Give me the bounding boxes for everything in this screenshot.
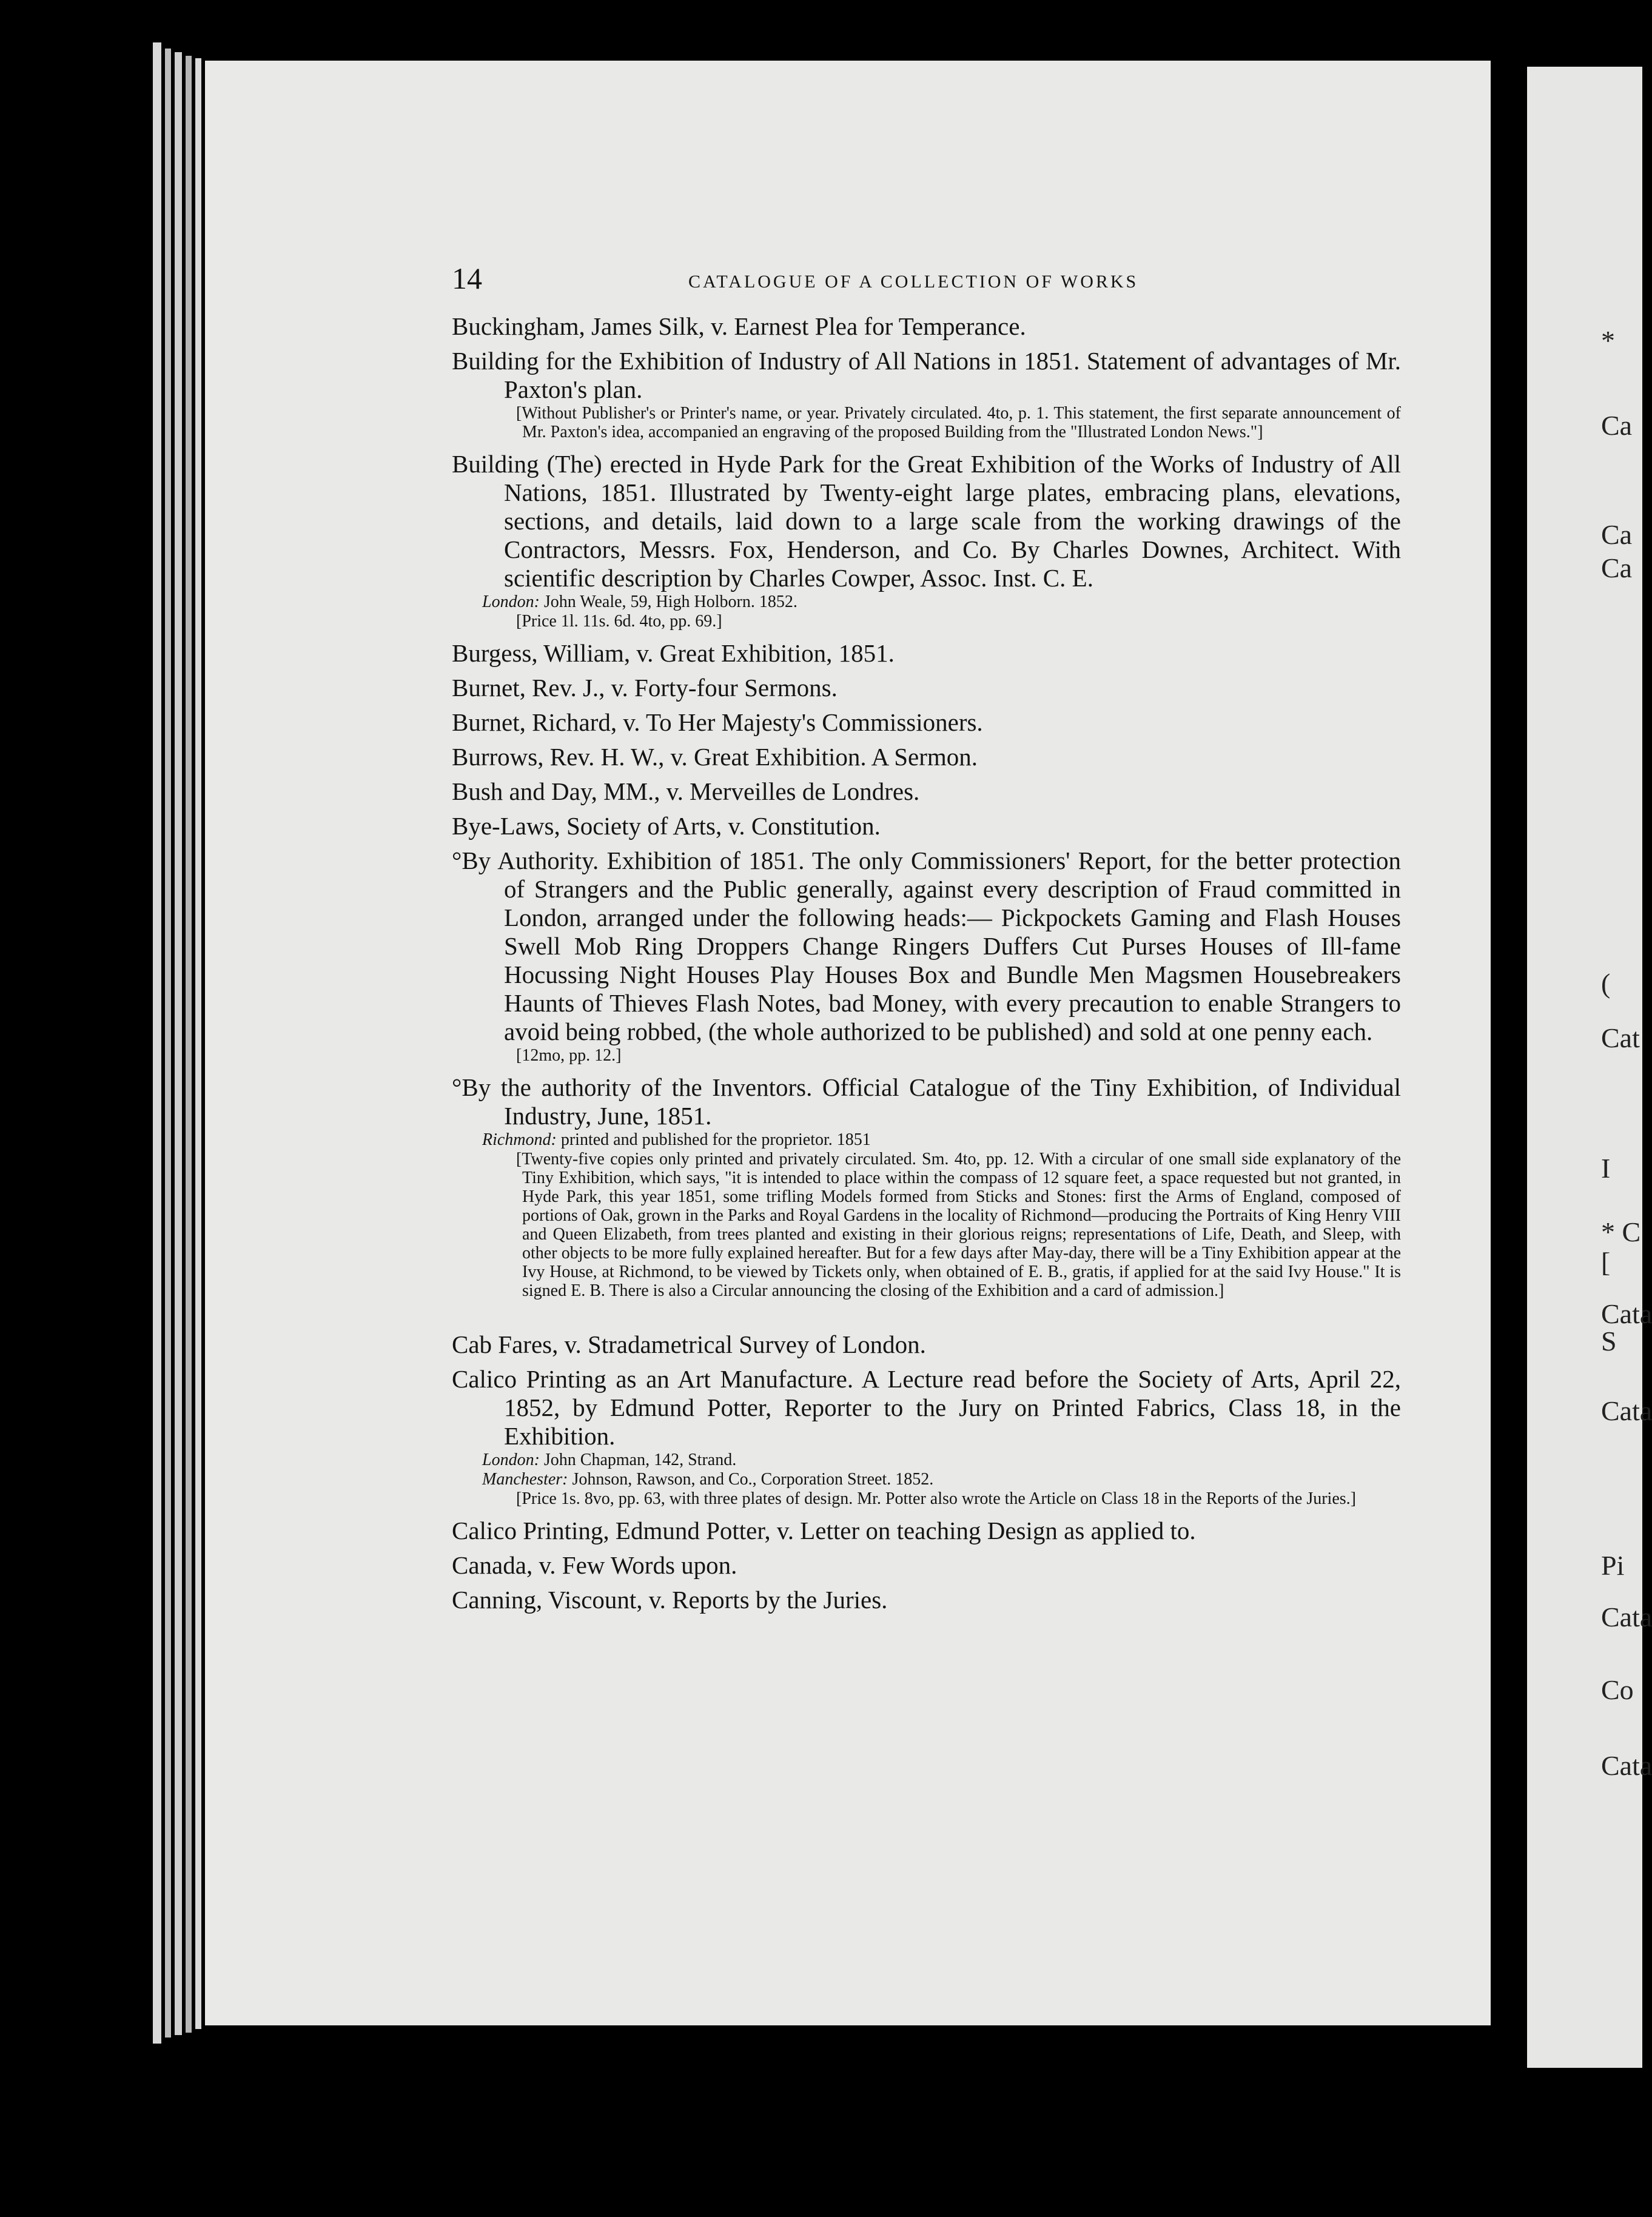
facing-page-fragment: Co <box>1601 1674 1634 1705</box>
facing-page-fragment: S <box>1601 1326 1617 1357</box>
catalogue-entry: Building for the Exhibition of Industry of All Nations in 1851. Statement of advantages of Mr. Paxton's plan. <box>452 347 1401 403</box>
imprint-publisher: John Chapman, 142, Strand. <box>543 1451 737 1469</box>
imprint-place: Richmond: <box>482 1130 557 1149</box>
facing-page-fragment: Cata <box>1601 1602 1652 1632</box>
page-edge <box>175 52 182 2035</box>
catalogue-entry: Building (The) erected in Hyde Park for the Great Exhibition of the Works of Industry of All Nations, 1851. Illustrated by Twenty-eight large plates, embracing plans, elevations, sections, and details, laid down to a large scale from the working drawings of the Contractors, Messrs. Fox, Henderson, and Co. By Charles Downes, Architect. With scientific description by Charles Cowper, Assoc. Inst. C. E. <box>452 450 1401 592</box>
imprint <box>452 592 1401 612</box>
facing-page-fragment: Ca <box>1601 410 1633 441</box>
entry-note: [Twenty-five copies only printed and privately circulated. Sm. 4to, pp. 12. With a circular of one small side explanatory of the Tiny Exhibition, which says, "it is intended to place within the compass of 12 square feet, a space requested but not granted, in Hyde Park, this year 1851, some trifling Models formed from Sticks and Stones: first the Arms of England, composed of portions of Oak, grown in the Parks and Royal Gardens in the locality of Richmond—producing the Portraits of King Henry VIII and Queen Elizabeth, from trees planted and existing in their glorious reigns; representations of Life, Death, and Sleep, with other objects to be more fully explained hereafter. But for a few days after May-day, there will be a Tiny Exhibition appear at the Ivy House, at Richmond, to be viewed by Tickets only, when obtained of E. B., gratis, if applied for at the said Ivy House." It is signed E. B. There is also a Circular announcing the closing of the Exhibition and a card of admission.] <box>516 1150 1401 1300</box>
catalogue-entry: °By the authority of the Inventors. Official Catalogue of the Tiny Exhibition, of Individual Industry, June, 1851. <box>452 1073 1401 1130</box>
catalogue-entry: Burnet, Rev. J., v. Forty-four Sermons. <box>452 674 838 702</box>
imprint-publisher: John Weale, 59, High Holborn. 1852. <box>543 592 797 611</box>
catalogue-entry: Burgess, William, v. Great Exhibition, 1851. <box>452 639 895 667</box>
facing-page-fragment: * C <box>1601 1216 1641 1247</box>
catalogue-body <box>452 312 1401 1614</box>
page-edge <box>195 58 201 2029</box>
page-edge <box>153 42 161 2044</box>
facing-page-fragment: [ <box>1601 1247 1611 1278</box>
catalogue-entry: Calico Printing as an Art Manufacture. A Lecture read before the Society of Arts, April 22, 1852, by Edmund Potter, Reporter to the Jury on Printed Fabrics, Class 18, in the Exhibition. <box>452 1365 1401 1450</box>
facing-page-fragment: Ca <box>1601 519 1633 550</box>
facing-page-fragment: ( <box>1601 968 1611 999</box>
page-edge <box>186 56 192 2033</box>
facing-page-fragment: Ca <box>1601 552 1633 583</box>
catalogue-entry: Calico Printing, Edmund Potter, v. Letter on teaching Design as applied to. <box>452 1517 1196 1545</box>
facing-page-fragment: Cata <box>1601 1750 1652 1781</box>
catalogue-entry: Burnet, Richard, v. To Her Majesty's Commissioners. <box>452 708 983 736</box>
entry-note: [Price 1l. 11s. 6d. 4to, pp. 69.] <box>516 612 722 631</box>
catalogue-entry: Bye-Laws, Society of Arts, v. Constitution. <box>452 812 881 840</box>
catalogue-entry: Canning, Viscount, v. Reports by the Juries. <box>452 1586 888 1614</box>
entry-note: [Price 1s. 8vo, pp. 63, with three plates of design. Mr. Potter also wrote the Article on Class 18 in the Reports of the Juries.] <box>516 1489 1356 1508</box>
imprint-place: Manchester: <box>482 1470 568 1489</box>
page-number: 14 <box>452 261 482 295</box>
facing-page-fragment: Cata <box>1601 1395 1652 1426</box>
page-edge <box>165 49 171 2038</box>
imprint-place: London: <box>482 1451 540 1469</box>
catalogue-entry: Buckingham, James Silk, v. Earnest Plea for Temperance. <box>452 312 1026 340</box>
catalogue-entry: Bush and Day, MM., v. Merveilles de Londres. <box>452 777 920 805</box>
imprint-publisher: Johnson, Rawson, and Co., Corporation Street. 1852. <box>572 1470 934 1489</box>
imprint <box>452 1470 1401 1489</box>
facing-page-fragment: I <box>1601 1153 1611 1184</box>
catalogue-entry: Burrows, Rev. H. W., v. Great Exhibition. A Sermon. <box>452 743 978 771</box>
imprint-publisher: printed and published for the proprietor. 1851 <box>560 1130 871 1149</box>
imprint <box>452 1130 1401 1150</box>
catalogue-entry: Canada, v. Few Words upon. <box>452 1551 737 1579</box>
catalogue-entry: Cab Fares, v. Stradametrical Survey of London. <box>452 1330 926 1358</box>
imprint <box>452 1451 1401 1470</box>
entry-note: [Without Publisher's or Printer's name, or year. Privately circulated. 4to, p. 1. This statement, the first separate announcement of Mr. Paxton's idea, accompanied an engraving of the proposed Building from the "Illustrated London News."] <box>516 404 1401 441</box>
facing-page-fragment: * <box>1601 325 1615 356</box>
facing-page-fragment: Cata <box>1601 1298 1652 1329</box>
entry-note: [12mo, pp. 12.] <box>516 1046 622 1065</box>
catalogue-entry: °By Authority. Exhibition of 1851. The only Commissioners' Report, for the better protection of Strangers and the Public generally, against every description of Fraud committed in London, arranged under the following heads:— Pickpockets Gaming and Flash Houses Swell Mob Ring Droppers Change Ringers Duffers Cut Purses Houses of Ill-fame Hocussing Night Houses Play Houses Box and Bundle Men Magsmen Housebreakers Haunts of Thieves Flash Notes, bad Money, with every precaution to enable Strangers to avoid being robbed, (the whole authorized to be published) and sold at one penny each. <box>452 847 1401 1045</box>
running-title: CATALOGUE OF A COLLECTION OF WORKS <box>688 272 1139 292</box>
facing-page-fragment: Pi <box>1601 1550 1625 1581</box>
facing-page-fragment: Cat <box>1601 1022 1640 1053</box>
page-header <box>452 261 1401 297</box>
imprint-place: London: <box>482 592 540 611</box>
